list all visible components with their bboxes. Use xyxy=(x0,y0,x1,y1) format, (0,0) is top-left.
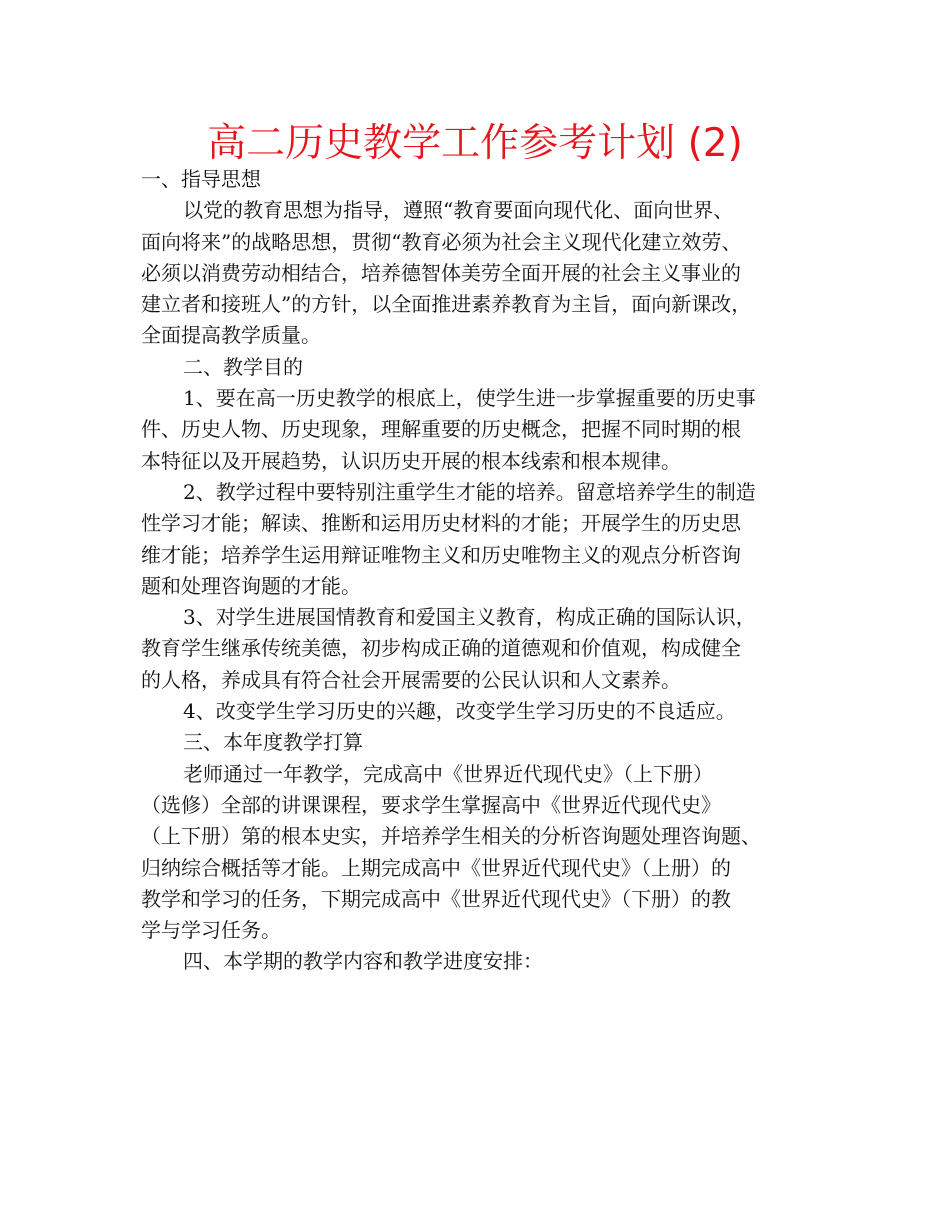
text-line: 本特征以及开展趋势，认识历史开展的根本线索和根本规律。 xyxy=(141,448,681,473)
text-line: 老师通过一年教学，完成高中《世界近代现代史》（上下册） xyxy=(183,761,713,786)
text-line: 教育学生继承传统美德，初步构成正确的道德观和价值观，构成健全 xyxy=(141,636,741,661)
text-line: （上下册）第的根本史实，并培养学生相关的分析咨询题处理咨询题、 xyxy=(141,824,761,849)
text-line: 全面提高教学质量。 xyxy=(141,323,321,348)
text-line: 4、改变学生学习历史的兴趣，改变学生学习历史的不良适应。 xyxy=(183,699,736,724)
text-line: 三、本年度教学打算 xyxy=(183,730,363,755)
text-line: 性学习才能；解读、推断和运用历史材料的才能；开展学生的历史思 xyxy=(141,511,741,536)
text-line: 四、本学期的教学内容和教学进度安排： xyxy=(183,949,543,974)
text-line: 以党的教育思想为指导，遵照“教育要面向现代化、面向世界、 xyxy=(183,198,734,223)
text-line: 3、对学生进展国情教育和爱国主义教育，构成正确的国际认识， xyxy=(183,605,756,630)
text-line: 建立者和接班人”的方针，以全面推进素养教育为主旨，面向新课改， xyxy=(141,292,752,317)
text-line: 一、指导思想 xyxy=(141,167,261,191)
page-title: 高二历史教学工作参考计划 (2) xyxy=(207,121,743,166)
text-line: 教学和学习的任务，下期完成高中《世界近代现代史》（下册）的教 xyxy=(141,886,731,911)
text-line: 2、教学过程中要特别注重学生才能的培养。留意培养学生的制造 xyxy=(183,479,756,504)
text-line: 必须以消费劳动相结合，培养德智体美劳全面开展的社会主义事业的 xyxy=(141,260,741,285)
text-line: 维才能；培养学生运用辩证唯物主义和历史唯物主义的观点分析咨询 xyxy=(141,542,741,567)
text-line: 件、历史人物、历史现象，理解重要的历史概念，把握不同时期的根 xyxy=(141,417,741,442)
document-body xyxy=(141,164,831,978)
text-line: （选修）全部的讲课课程，要求学生掌握高中《世界近代现代史》 xyxy=(141,792,721,817)
text-line: 1、要在高一历史教学的根底上，使学生进一步掌握重要的历史事 xyxy=(183,386,756,411)
text-line: 的人格，养成具有符合社会开展需要的公民认识和人文素养。 xyxy=(141,667,681,692)
text-line: 题和处理咨询题的才能。 xyxy=(141,573,361,598)
text-line: 面向将来”的战略思想，贯彻“教育必须为社会主义现代化建立效劳、 xyxy=(141,229,742,254)
text-line: 二、教学目的 xyxy=(183,354,303,379)
text-line: 归纳综合概括等才能。上期完成高中《世界近代现代史》（上册）的 xyxy=(141,855,731,880)
text-line: 学与学习任务。 xyxy=(141,918,281,943)
